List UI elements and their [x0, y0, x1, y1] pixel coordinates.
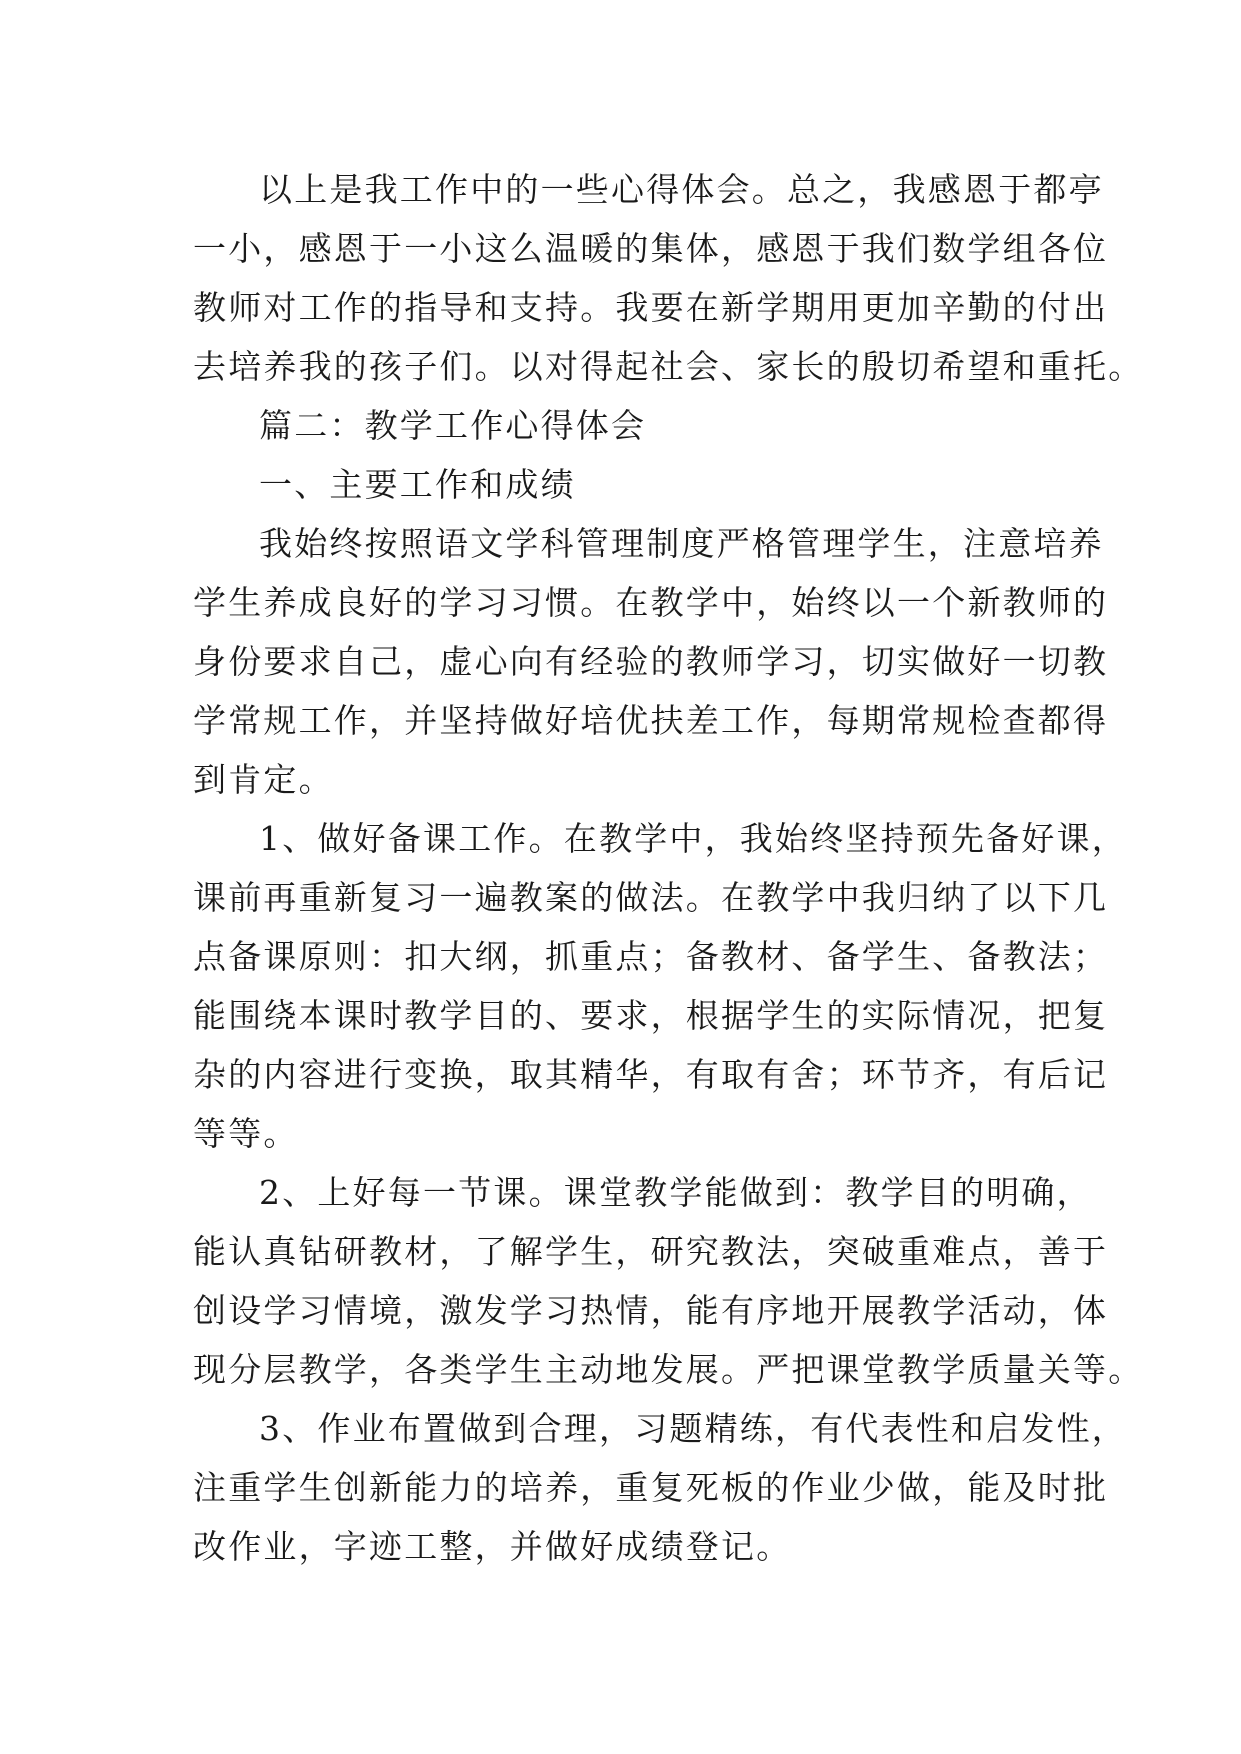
- text-line: 2、上好每一节课。课堂教学能做到：教学目的明确，: [259, 1173, 1092, 1212]
- text-line: 杂的内容进行变换，取其精华，有取有舍；环节齐，有后记: [193, 1055, 1109, 1094]
- text-line: 注重学生创新能力的培养，重复死板的作业少做，能及时批: [193, 1468, 1109, 1507]
- text-line: 改作业，字迹工整，并做好成绩登记。: [193, 1527, 792, 1566]
- text-line: 学生养成良好的学习习惯。在教学中，始终以一个新教师的: [193, 583, 1109, 622]
- text-line: 等等。: [193, 1114, 299, 1153]
- text-line: 一小，感恩于一小这么温暖的集体，感恩于我们数学组各位: [193, 229, 1109, 268]
- text-line: 课前再重新复习一遍教案的做法。在教学中我归纳了以下几: [193, 878, 1109, 917]
- text-line: 能认真钻研教材，了解学生，研究教法，突破重难点，善于: [193, 1232, 1109, 1271]
- text-line: 以上是我工作中的一些心得体会。总之，我感恩于都亭: [259, 170, 1104, 209]
- text-line: 学常规工作，并坚持做好培优扶差工作，每期常规检查都得: [193, 701, 1109, 740]
- text-line: 我始终按照语文学科管理制度严格管理学生，注意培养: [259, 524, 1104, 563]
- text-line: 1、做好备课工作。在教学中，我始终坚持预先备好课，: [259, 819, 1127, 858]
- text-line: 创设学习情境，激发学习热情，能有序地开展教学活动，体: [193, 1291, 1109, 1330]
- subsection-heading: 一、主要工作和成绩: [259, 465, 576, 504]
- section-heading: 篇二：教学工作心得体会: [259, 406, 647, 445]
- text-line: 身份要求自己，虚心向有经验的教师学习，切实做好一切教: [193, 642, 1109, 681]
- text-line: 点备课原则：扣大纲，抓重点；备教材、备学生、备教法；: [193, 937, 1109, 976]
- text-line: 教师对工作的指导和支持。我要在新学期用更加辛勤的付出: [193, 288, 1109, 327]
- text-line: 现分层教学，各类学生主动地发展。严把课堂教学质量关等。: [193, 1350, 1144, 1389]
- text-line: 能围绕本课时教学目的、要求，根据学生的实际情况，把复: [193, 996, 1109, 1035]
- text-line: 3、作业布置做到合理，习题精练，有代表性和启发性，: [259, 1409, 1127, 1448]
- document-body: [193, 160, 1144, 1576]
- text-line: 去培养我的孩子们。以对得起社会、家长的殷切希望和重托。: [193, 347, 1144, 386]
- text-line: 到肯定。: [193, 760, 334, 799]
